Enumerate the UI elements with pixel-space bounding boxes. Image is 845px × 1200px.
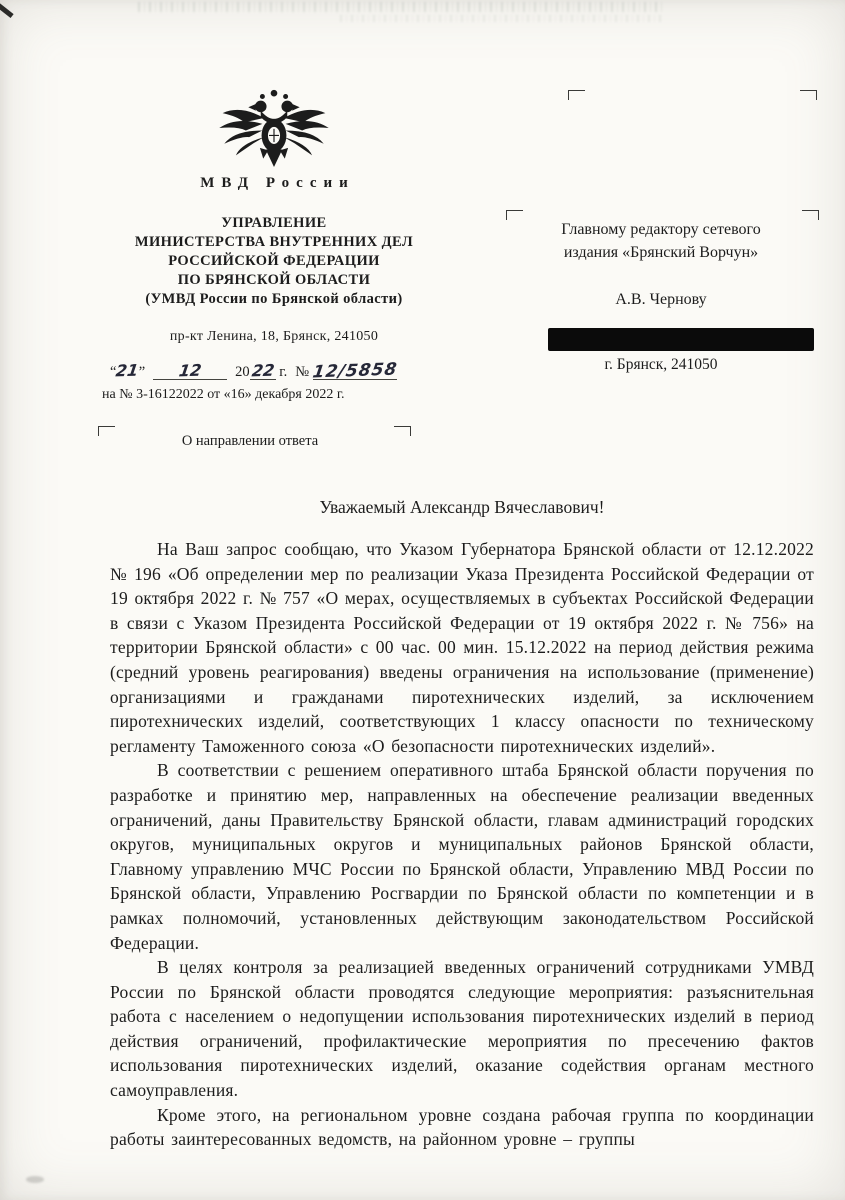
- body-paragraph: Кроме этого, на региональном уровне создана рабочая группа по координации работы заинтересованных ведомств, на районном уровне – группы: [110, 1104, 814, 1150]
- recipient-line: издания «Брянский Ворчун»: [563, 244, 759, 261]
- body-paragraph: В целях контроля за реализацией введенных ограничений сотрудниками УМВД России по Брянской области проводятся следующие мероприятия: разъяснительная работа с населением о недопущении использования пиротехнических изделий в период действия ограничений, профилактические мероприятия по пресечению фактов использования пиротехнических изделий, оказание содействия органам местного самоуправления.: [110, 957, 814, 1101]
- recipient-name: А.В. Чернову: [615, 291, 707, 308]
- handwritten-month: 12: [177, 360, 203, 381]
- body-paragraph: На Ваш запрос сообщаю, что Указом Губернатора Брянской области от 12.12.2022 № 196 «Об определении мер по реализации Указа Президента Российской Федерации от 19 октября 2022 г. № 757 «О мерах, осуществляемых в субъектах Российской Федерации в связи с Указом Президента Российской Федерации от 19 октября 2022 г. № 756» на территории Брянской области» с 00 час. 00 мин. 15.12.2022 на период действия режима (средний уровень реагирования) введены ограничения на использование (применение) организациями и гражданами пиротехнических изделий, за исключением пиротехнических изделий, соответствующих 1 классу опасности по техническому регламенту Таможенного союза «О безопасности пиротехнических изделий».: [110, 539, 814, 756]
- handwritten-year: 22: [250, 360, 276, 381]
- scan-edge-artifact: [0, 3, 14, 18]
- recipient-line: Главному редактору сетевого: [561, 221, 761, 238]
- bleed-through-artifact: [340, 15, 662, 22]
- year-suffix: г.: [279, 364, 288, 380]
- letterhead: [96, 88, 452, 403]
- recipient-block: [505, 218, 817, 311]
- salutation: Уважаемый Александр Вячеславович!: [319, 497, 605, 517]
- org-line: УПРАВЛЕНИЕ: [221, 215, 327, 231]
- number-sign: №: [295, 364, 310, 380]
- redaction-bar: [548, 328, 814, 351]
- org-address: пр-кт Ленина, 18, Брянск, 241050: [169, 329, 379, 344]
- org-line: МИНИСТЕРСТВА ВНУТРЕННИХ ДЕЛ: [134, 234, 414, 250]
- emblem-caption: МВД России: [200, 175, 355, 191]
- corner-mark: [568, 90, 585, 100]
- recipient-city: г. Брянск, 241050: [604, 356, 718, 373]
- corner-mark: [800, 90, 817, 100]
- mvd-eagle-emblem: [216, 88, 332, 173]
- org-line: РОССИЙСКОЙ ФЕДЕРАЦИИ: [168, 253, 380, 269]
- year-prefix: 20: [235, 364, 250, 380]
- scan-smudge-artifact: [26, 1176, 44, 1183]
- date-number-line: [96, 361, 452, 381]
- body-paragraph: В соответствии с решением оперативного штаба Брянской области поручения по разработке и принятию мер, направленных на обеспечение реализации введенных ограничений, даны Правительству Брянской области, главам администраций городских округов, муниципальных округов и муниципальных районов Брянской области, Главному управлению МЧС России по Брянской области, Управлению МВД России по Брянской области, Управлению Росгвардии по Брянской области по компетенции и в рамках полномочий, установленных действующим законодательством Российской Федерации.: [110, 760, 814, 953]
- quote-open: “: [110, 364, 117, 380]
- org-line: ПО БРЯНСКОЙ ОБЛАСТИ: [177, 272, 371, 288]
- org-line: (УМВД России по Брянской области): [145, 291, 403, 307]
- org-name-block: [96, 214, 452, 309]
- handwritten-day: 21: [115, 360, 141, 381]
- reference-line: на № 3-16122022 от «16» декабря 2022 г.: [102, 387, 345, 402]
- subject-line: О направлении ответа: [181, 433, 319, 449]
- handwritten-outgoing-number: 12/5858: [311, 359, 399, 383]
- quote-close: ”: [138, 364, 146, 380]
- letter-body: [110, 537, 814, 1152]
- bleed-through-artifact: [138, 2, 663, 12]
